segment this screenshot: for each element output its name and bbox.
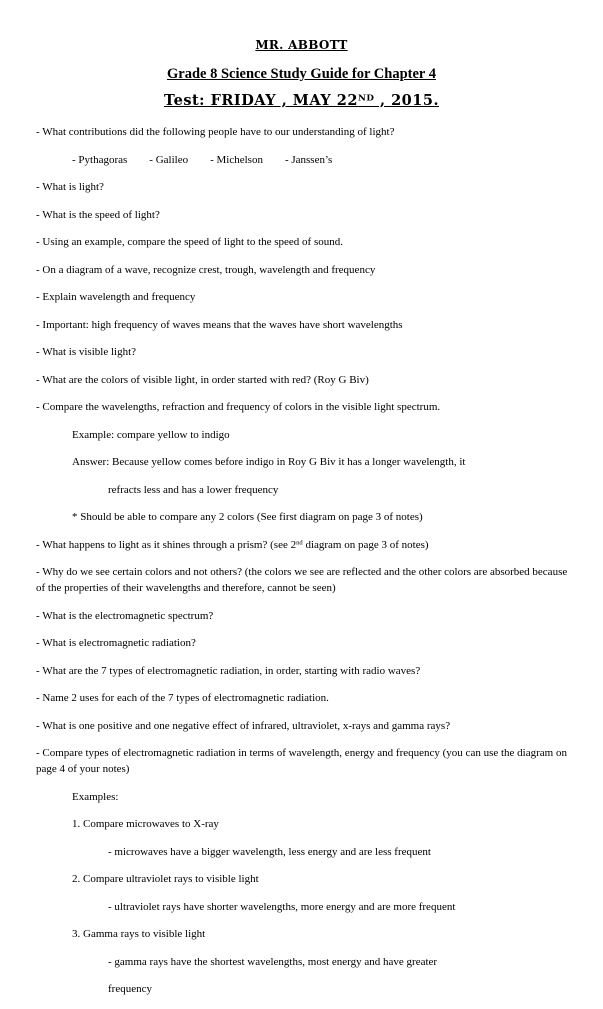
question: - Name 2 uses for each of the 7 types of electromagnetic radiation. (36, 692, 329, 704)
example: 1. Compare microwaves to X-ray (72, 818, 219, 830)
question: - What are the 7 types of electromagnetic radiation, in order, starting with radio waves? (36, 664, 421, 677)
person: - Janssen’s (284, 153, 333, 166)
question: - What is visible light? (36, 346, 137, 358)
test-date-main: Test: FRIDAY , MAY 22 (163, 92, 358, 109)
teacher-name: MR. ABBOTT (255, 38, 348, 52)
test-date-year: , 2015. (374, 92, 440, 109)
question: - What are the colors of visible light, in order started with red? (Roy G Biv) (36, 373, 369, 386)
people-list (36, 152, 571, 168)
study-guide-body (36, 124, 571, 1009)
question: - On a diagram of a wave, recognize crest, trough, wavelength and frequency (36, 263, 376, 276)
example-answer: - gamma rays have the shortest wavelengths, most energy and have greater (108, 955, 438, 968)
document-title: Grade 8 Science Study Guide for Chapter 4 (167, 66, 436, 82)
example-answer: - ultraviolet rays have shorter wavelengths, more energy and are more frequent (108, 900, 456, 913)
question-text: diagram on page 3 of notes) (302, 538, 429, 551)
person: - Michelson (210, 153, 263, 166)
answer-continued: refracts less and has a lower frequency (108, 483, 279, 496)
question (36, 537, 571, 553)
question: - Using an example, compare the speed of light to the speed of sound. (36, 236, 344, 248)
question: - What is the electromagnetic spectrum? (36, 609, 214, 622)
question: - What is one positive and one negative effect of infrared, ultraviolet, x-rays and gamma rays? (36, 719, 451, 732)
test-date-suffix: ND (357, 93, 375, 104)
example: 2. Compare ultraviolet rays to visible light (72, 873, 259, 885)
question: - What is the speed of light? (36, 208, 160, 221)
examples-label: Examples: (72, 790, 119, 803)
person: - Pythagoras (72, 153, 128, 166)
person: - Galileo (149, 153, 189, 166)
question: - Compare types of electromagnetic radiation in terms of wavelength, energy and frequency (you can use the diagram on page 4 of your notes) (36, 747, 567, 775)
question: - Compare the wavelengths, refraction and frequency of colors in the visible light spectrum. (36, 401, 441, 413)
question: - What is light? (36, 181, 104, 193)
ordinal-suffix: nd (296, 539, 303, 547)
question: - Why do we see certain colors and not others? (the colors we see are reflected and the other colors are absorbed because of the properties of their wavelengths and therefore, cannot be seen) (36, 566, 568, 594)
note: * Should be able to compare any 2 colors (See first diagram on page 3 of notes) (72, 511, 423, 523)
answer: Answer: Because yellow comes before indigo in Roy G Biv it has a longer wavelength, it (72, 456, 466, 468)
example-answer-continued: frequency (108, 983, 152, 995)
example: Example: compare yellow to indigo (72, 428, 230, 441)
question: - What is electromagnetic radiation? (36, 637, 196, 649)
test-date (0, 92, 603, 109)
question-text: - What happens to light as it shines through a prism? (see 2 (36, 538, 297, 551)
question: - Explain wavelength and frequency (36, 291, 196, 303)
example: 3. Gamma rays to visible light (72, 928, 206, 940)
note: - Important: high frequency of waves means that the waves have short wavelengths (36, 318, 403, 331)
question: - What contributions did the following people have to our understanding of light? (36, 126, 395, 138)
example-answer: - microwaves have a bigger wavelength, less energy and are less frequent (108, 845, 431, 858)
